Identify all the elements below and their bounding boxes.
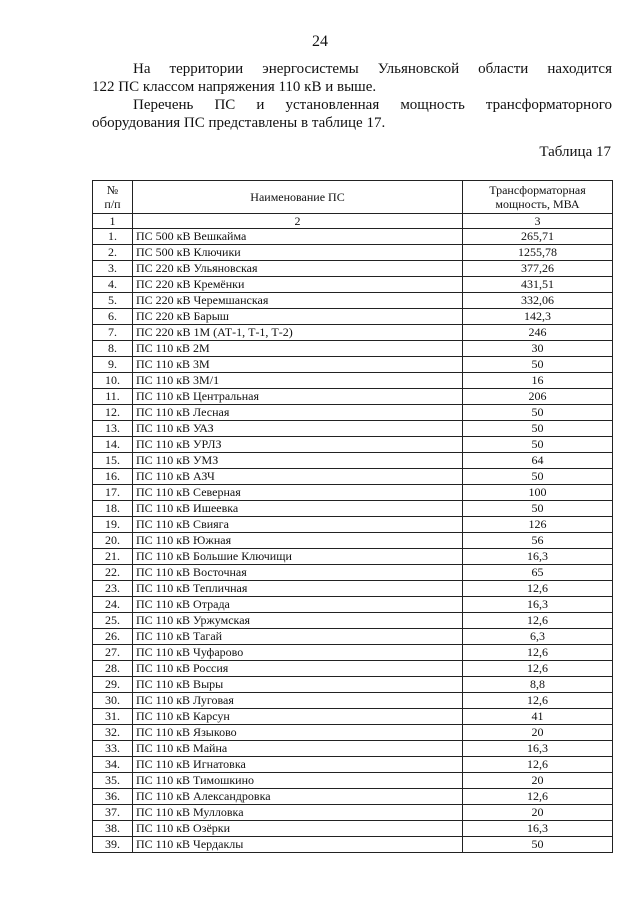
row-number: 3.	[93, 261, 133, 277]
substation-name: ПС 110 кВ Большие Ключищи	[133, 549, 463, 565]
row-number: 33.	[93, 741, 133, 757]
table-row	[93, 741, 613, 757]
transformer-capacity: 126	[463, 517, 613, 533]
row-number: 25.	[93, 613, 133, 629]
substation-name: ПС 220 кВ Ульяновская	[133, 261, 463, 277]
table-row	[93, 709, 613, 725]
substation-name: ПС 110 кВ Майна	[133, 741, 463, 757]
row-number: 4.	[93, 277, 133, 293]
row-number: 24.	[93, 597, 133, 613]
substation-name: ПС 110 кВ 3М/1	[133, 373, 463, 389]
transformer-capacity: 12,6	[463, 757, 613, 773]
transformer-capacity: 65	[463, 565, 613, 581]
substation-name: ПС 500 кВ Ключики	[133, 245, 463, 261]
table-row	[93, 437, 613, 453]
table-row	[93, 389, 613, 405]
row-number: 39.	[93, 837, 133, 853]
column-number: 2	[133, 214, 463, 229]
row-number: 19.	[93, 517, 133, 533]
list-line-2: оборудования ПС представлены в таблице 17.	[92, 115, 386, 131]
table-row	[93, 453, 613, 469]
transformer-capacity: 50	[463, 501, 613, 517]
substation-name: ПС 110 кВ 2М	[133, 341, 463, 357]
substation-name: ПС 110 кВ Чуфарово	[133, 645, 463, 661]
table-row	[93, 293, 613, 309]
row-number: 17.	[93, 485, 133, 501]
table-row	[93, 725, 613, 741]
transformer-capacity: 377,26	[463, 261, 613, 277]
table-row	[93, 645, 613, 661]
table-row	[93, 277, 613, 293]
row-number: 10.	[93, 373, 133, 389]
substation-name: ПС 110 кВ Мулловка	[133, 805, 463, 821]
table-row	[93, 373, 613, 389]
transformer-capacity: 64	[463, 453, 613, 469]
table-row	[93, 805, 613, 821]
transformer-capacity: 50	[463, 421, 613, 437]
table-row	[93, 245, 613, 261]
substation-name: ПС 110 кВ Игнатовка	[133, 757, 463, 773]
substation-name: ПС 110 кВ Тимошкино	[133, 773, 463, 789]
transformer-capacity: 12,6	[463, 645, 613, 661]
table-row	[93, 405, 613, 421]
table-row	[93, 229, 613, 245]
row-number: 26.	[93, 629, 133, 645]
substation-name: ПС 110 кВ Чердаклы	[133, 837, 463, 853]
transformer-capacity: 12,6	[463, 693, 613, 709]
transformer-capacity: 8,8	[463, 677, 613, 693]
transformer-capacity: 12,6	[463, 613, 613, 629]
transformer-capacity: 431,51	[463, 277, 613, 293]
substation-name: ПС 110 кВ Языково	[133, 725, 463, 741]
table-row	[93, 757, 613, 773]
row-number: 28.	[93, 661, 133, 677]
row-number: 14.	[93, 437, 133, 453]
substation-name: ПС 110 кВ Ишеевка	[133, 501, 463, 517]
transformer-capacity: 16	[463, 373, 613, 389]
transformer-capacity: 12,6	[463, 581, 613, 597]
transformer-capacity: 16,3	[463, 597, 613, 613]
table-row	[93, 693, 613, 709]
table-row	[93, 357, 613, 373]
table-row	[93, 501, 613, 517]
row-number: 32.	[93, 725, 133, 741]
row-number: 21.	[93, 549, 133, 565]
transformer-capacity: 12,6	[463, 789, 613, 805]
table-row	[93, 837, 613, 853]
table-row	[93, 341, 613, 357]
substation-name: ПС 110 кВ Отрада	[133, 597, 463, 613]
transformer-capacity: 50	[463, 405, 613, 421]
substation-name: ПС 110 кВ Озёрки	[133, 821, 463, 837]
transformer-capacity: 50	[463, 437, 613, 453]
transformer-capacity: 16,3	[463, 821, 613, 837]
header-capacity: Трансформаторная мощность, МВА	[463, 181, 613, 214]
table-row	[93, 597, 613, 613]
substation-name: ПС 110 кВ Восточная	[133, 565, 463, 581]
transformer-capacity: 56	[463, 533, 613, 549]
transformer-capacity: 16,3	[463, 741, 613, 757]
substation-name: ПС 220 кВ Черемшанская	[133, 293, 463, 309]
table-row	[93, 549, 613, 565]
table-row	[93, 261, 613, 277]
transformer-capacity: 1255,78	[463, 245, 613, 261]
substation-name: ПС 110 кВ УРЛЗ	[133, 437, 463, 453]
table-row	[93, 613, 613, 629]
intro-line-1: На территории энергосистемы Ульяновской области находится	[133, 61, 612, 77]
substation-name: ПС 220 кВ Кремёнки	[133, 277, 463, 293]
row-number: 37.	[93, 805, 133, 821]
intro-line-2: 122 ПС классом напряжения 110 кВ и выше.	[92, 79, 377, 95]
transformer-capacity: 20	[463, 805, 613, 821]
table-header-row	[93, 181, 613, 214]
row-number: 12.	[93, 405, 133, 421]
column-number: 1	[93, 214, 133, 229]
row-number: 8.	[93, 341, 133, 357]
table-row	[93, 677, 613, 693]
transformer-capacity: 20	[463, 773, 613, 789]
header-number: № п/п	[93, 181, 133, 214]
transformer-capacity: 16,3	[463, 549, 613, 565]
table-row	[93, 629, 613, 645]
transformer-capacity: 142,3	[463, 309, 613, 325]
row-number: 38.	[93, 821, 133, 837]
row-number: 6.	[93, 309, 133, 325]
transformer-capacity: 206	[463, 389, 613, 405]
row-number: 15.	[93, 453, 133, 469]
intro-paragraph	[92, 60, 612, 96]
transformer-capacity: 30	[463, 341, 613, 357]
table-row	[93, 309, 613, 325]
row-number: 31.	[93, 709, 133, 725]
row-number: 11.	[93, 389, 133, 405]
substation-name: ПС 110 кВ Уржумская	[133, 613, 463, 629]
transformer-capacity: 41	[463, 709, 613, 725]
row-number: 9.	[93, 357, 133, 373]
table-row	[93, 773, 613, 789]
substation-name: ПС 110 кВ Луговая	[133, 693, 463, 709]
substation-name: ПС 220 кВ 1М (АТ-1, Т-1, Т-2)	[133, 325, 463, 341]
substation-name: ПС 110 кВ Лесная	[133, 405, 463, 421]
row-number: 29.	[93, 677, 133, 693]
transformer-capacity: 50	[463, 837, 613, 853]
table-row	[93, 565, 613, 581]
substation-name: ПС 110 кВ Центральная	[133, 389, 463, 405]
row-number: 1.	[93, 229, 133, 245]
row-number: 18.	[93, 501, 133, 517]
column-number: 3	[463, 214, 613, 229]
transformer-capacity: 6,3	[463, 629, 613, 645]
transformer-capacity: 100	[463, 485, 613, 501]
row-number: 16.	[93, 469, 133, 485]
row-number: 5.	[93, 293, 133, 309]
substation-name: ПС 110 кВ УАЗ	[133, 421, 463, 437]
row-number: 7.	[93, 325, 133, 341]
row-number: 30.	[93, 693, 133, 709]
header-name: Наименование ПС	[133, 181, 463, 214]
transformer-capacity: 50	[463, 357, 613, 373]
transformer-capacity: 265,71	[463, 229, 613, 245]
row-number: 23.	[93, 581, 133, 597]
substation-name: ПС 110 кВ Александровка	[133, 789, 463, 805]
table-caption: Таблица 17	[539, 144, 611, 160]
row-number: 35.	[93, 773, 133, 789]
transformer-capacity: 20	[463, 725, 613, 741]
table-row	[93, 581, 613, 597]
substation-name: ПС 110 кВ Тепличная	[133, 581, 463, 597]
substation-name: ПС 110 кВ Тагай	[133, 629, 463, 645]
substation-name: ПС 110 кВ Карсун	[133, 709, 463, 725]
substation-name: ПС 110 кВ Южная	[133, 533, 463, 549]
substation-table	[92, 180, 613, 853]
row-number: 2.	[93, 245, 133, 261]
substation-name: ПС 110 кВ Свияга	[133, 517, 463, 533]
table-row	[93, 469, 613, 485]
row-number: 22.	[93, 565, 133, 581]
table-row	[93, 485, 613, 501]
page-number: 24	[312, 33, 328, 50]
table-body	[93, 229, 613, 853]
table-row	[93, 789, 613, 805]
column-number-row	[93, 214, 613, 229]
substation-name: ПС 220 кВ Барыш	[133, 309, 463, 325]
substation-name: ПС 110 кВ АЗЧ	[133, 469, 463, 485]
substation-name: ПС 110 кВ Выры	[133, 677, 463, 693]
table-row	[93, 325, 613, 341]
transformer-capacity: 332,06	[463, 293, 613, 309]
list-paragraph	[92, 96, 612, 132]
substation-name: ПС 110 кВ Россия	[133, 661, 463, 677]
row-number: 36.	[93, 789, 133, 805]
table-row	[93, 821, 613, 837]
table-row	[93, 533, 613, 549]
table-row	[93, 661, 613, 677]
list-line-1: Перечень ПС и установленная мощность трансформаторного	[133, 97, 612, 113]
substation-name: ПС 110 кВ Северная	[133, 485, 463, 501]
row-number: 27.	[93, 645, 133, 661]
row-number: 13.	[93, 421, 133, 437]
transformer-capacity: 12,6	[463, 661, 613, 677]
substation-name: ПС 110 кВ УМЗ	[133, 453, 463, 469]
transformer-capacity: 50	[463, 469, 613, 485]
substation-name: ПС 500 кВ Вешкайма	[133, 229, 463, 245]
substation-name: ПС 110 кВ 3М	[133, 357, 463, 373]
row-number: 34.	[93, 757, 133, 773]
table-row	[93, 421, 613, 437]
table-row	[93, 517, 613, 533]
row-number: 20.	[93, 533, 133, 549]
transformer-capacity: 246	[463, 325, 613, 341]
